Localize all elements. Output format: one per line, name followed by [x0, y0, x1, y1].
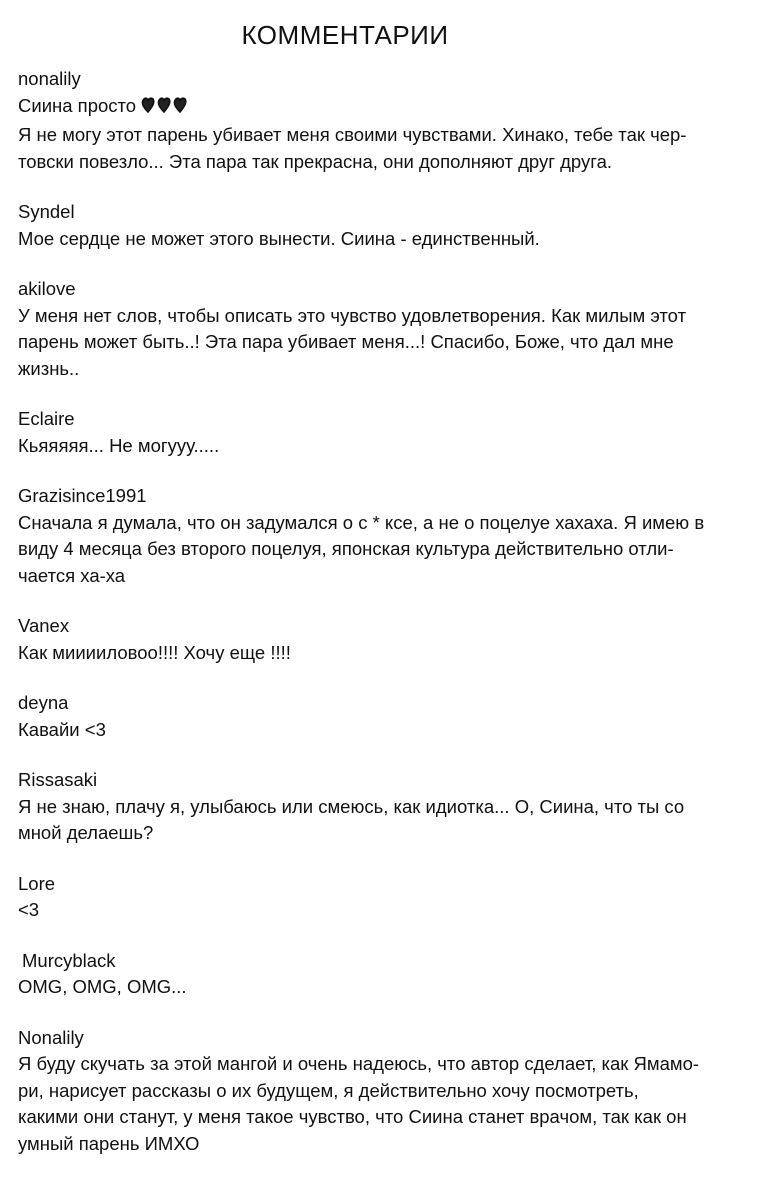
comment-author: Syndel: [18, 201, 75, 222]
comment-line: чается ха-ха: [18, 564, 126, 586]
comment-author: Murcyblack: [22, 949, 116, 971]
comment-author: deyna: [18, 692, 69, 713]
comment-line: OMG, OMG, OMG...: [18, 976, 187, 997]
comment-line: Как мииииловоо!!!! Хочу еще !!!!: [18, 641, 291, 663]
comment-line: Я буду скучать за этой мангой и очень надеюсь, что автор сделает, как Ямамо-: [18, 1053, 700, 1074]
comment: [18, 690, 758, 743]
comment-line: У меня нет слов, чтобы описать это чувство удовлетворения. Как милым этот: [18, 304, 687, 326]
comment-line: какими они станут, у меня такое чувство, что Сиина станет врачом, так как он: [18, 1106, 687, 1127]
comment-line: умный парень ИМХО: [18, 1132, 200, 1154]
comment: [18, 276, 758, 382]
comment-line: виду 4 месяца без второго поцелуя, японская культура действительно отли-: [18, 538, 674, 559]
comments-list: [18, 66, 758, 1181]
comment-author: Vanex: [18, 615, 70, 636]
comment: [18, 66, 758, 175]
comment: [18, 767, 758, 847]
comment-author: Rissasaki: [18, 769, 98, 790]
comment-author: akilove: [18, 278, 76, 299]
comment-line: Кавайи <3: [18, 718, 106, 740]
comment-line: Я не знаю, плачу я, улыбаюсь или смеюсь, как идиотка... О, Сиина, что ты со: [18, 795, 685, 817]
comment-line: товски повезло... Эта пара так прекрасна, они дополняют друг друга.: [18, 150, 613, 172]
comment-author: Lore: [18, 872, 56, 894]
comment-line: парень может быть..! Эта пара убивает меня...! Спасибо, Боже, что дал мне: [18, 331, 674, 352]
comment: [18, 483, 758, 589]
comment-line: Сначала я думала, что он задумался о с * ксе, а не о поцелуе хахаха. Я имею в: [18, 511, 705, 533]
comment: [18, 871, 758, 924]
comment: [18, 613, 758, 666]
comment-text: Сиина просто: [18, 94, 137, 116]
comment-author: Eclaire: [18, 408, 75, 429]
comment: [18, 199, 758, 252]
comment-line: [18, 93, 758, 123]
hearts-icon: [140, 95, 190, 123]
page-title: КОММЕНТАРИИ: [241, 20, 449, 50]
comment-author: Nonalily: [18, 1026, 84, 1048]
comment-line: <3: [18, 899, 40, 920]
comment: [18, 406, 758, 459]
comment-line: ри, нарисует рассказы о их будущем, я действительно хочу посмотреть,: [18, 1079, 639, 1101]
comment-line: Мое сердце не может этого вынести. Сиина - единственный.: [18, 227, 540, 249]
comment: [18, 1025, 758, 1158]
comment-author: Grazisince1991: [18, 485, 147, 506]
comment-line: мной делаешь?: [18, 822, 154, 843]
comment: [18, 948, 758, 1001]
comment-line: Я не могу этот парень убивает меня своими чувствами. Хинако, тебе так чер-: [18, 124, 687, 145]
comment-line: Кьяяяяя... Не могууу.....: [18, 434, 220, 456]
comment-author: nonalily: [18, 68, 81, 89]
comment-line: жизнь..: [18, 357, 80, 379]
